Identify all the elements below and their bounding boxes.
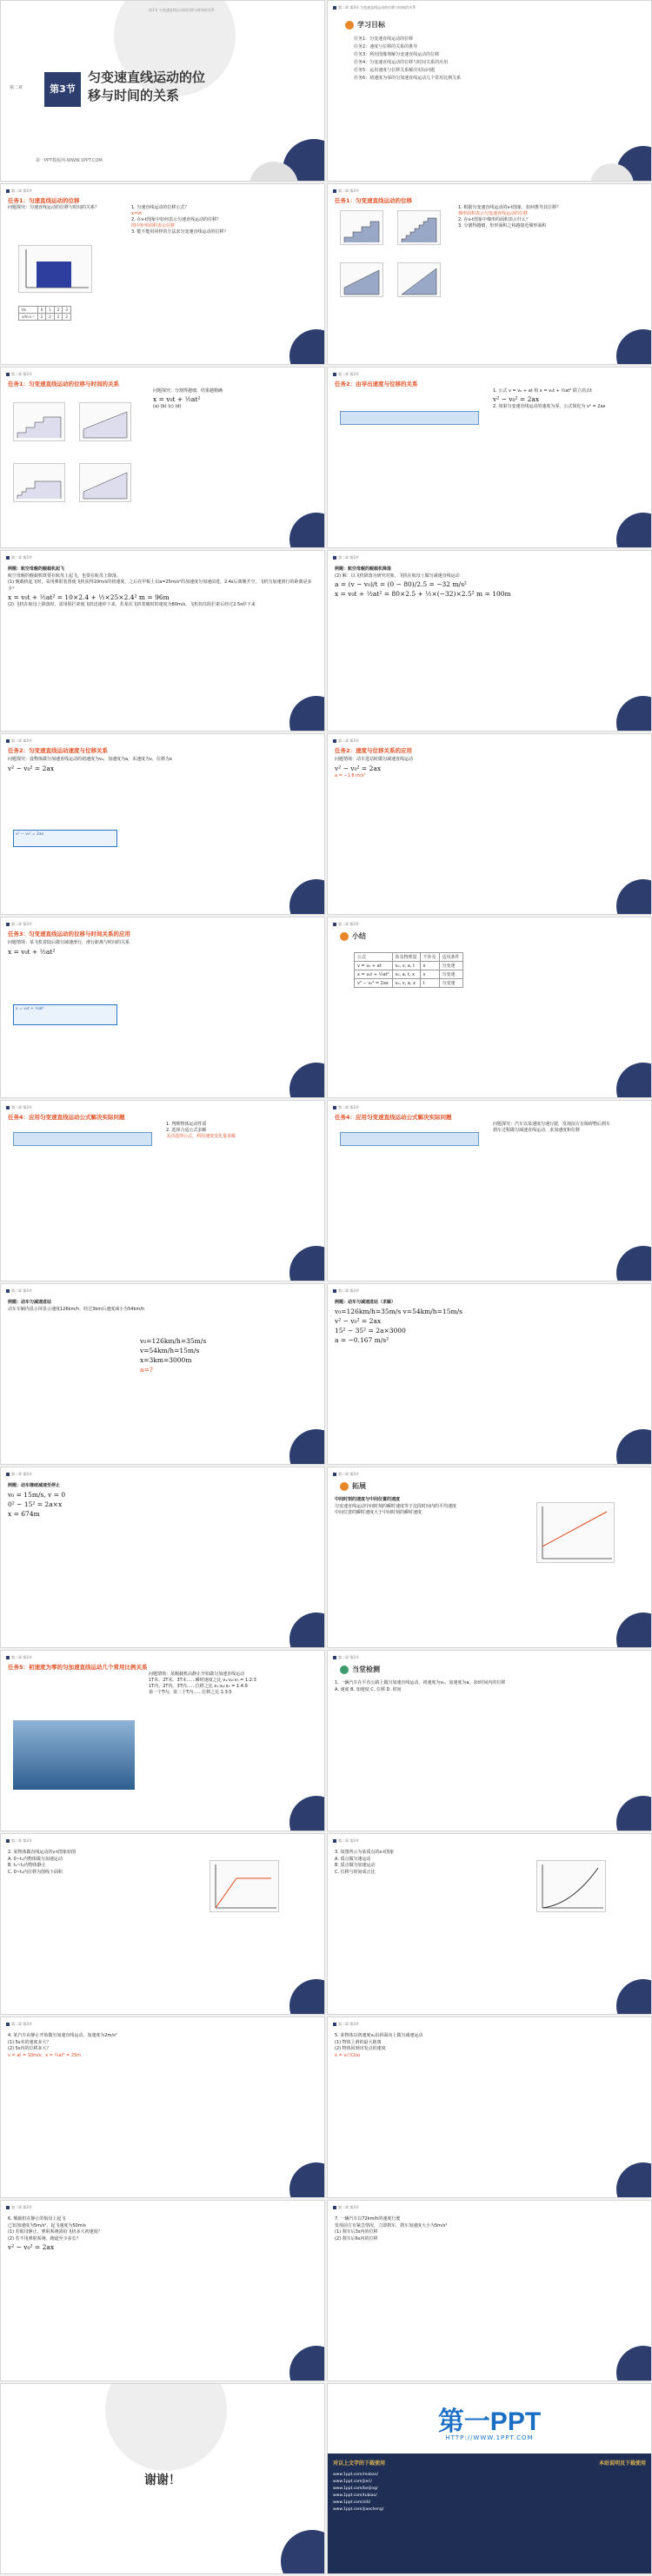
- xt-graph: [536, 1860, 606, 1912]
- slide-task4-b[interactable]: 第二章 第3节 任务4：应用匀变速直线运动公式解决实际问题 问题探究：汽车以某速度匀速行驶，发现前方有障碍物后刹车 刹车过程做匀减速直线运动，求加速度和位移: [327, 1100, 652, 1281]
- lesson-badge: 第3节: [44, 72, 81, 107]
- summary-heading: 小结: [340, 931, 366, 941]
- example-text: 例题：航空母舰的舰载机降落 (2) 解：以飞机降落为研究对象，飞机在航母上做匀减速直线运动 a = (v − v₀)/t = (0 − 80)/2.5 = −32 m/s² x = v₀t + ½at² = 80×2.5 + ½×(−32)×2.5² m = 100m: [335, 566, 511, 598]
- ad-right-title: 本站说明及下载使用: [598, 2460, 646, 2467]
- content-text: 中间时刻的速度与中间位置的速度 匀变速直线运动中间时刻的瞬时速度等于这段时间内的平均速度 中间位置的瞬时速度大于中间时刻的瞬时速度: [335, 1497, 457, 1515]
- goal-item: 任务1：匀变速直线运动的位移: [354, 36, 414, 42]
- graph-b: [79, 402, 131, 441]
- content-text: 例题：动车继续减速至停止 v₀ = 15m/s, v = 0 0² − 15² = 2a×x x = 674m: [8, 1483, 66, 1518]
- goal-item: 任务2：速度与位移的关系的推导: [354, 44, 418, 50]
- ad-panel: [328, 2453, 651, 2573]
- goal-item: 任务6：初速度为零的匀加速直线运动几个常用比例关系: [354, 76, 462, 81]
- explanation: 1. 根据匀变速直线运动的v-t图象，如何推导其位移？ 梯形面积表示匀变速直线运动的位移 2. 在v-t图象中梯形的面积表示什么？ 3. 分割得越细，矩形面积之和越接近梯形面积: [458, 205, 561, 228]
- vt-graph: [210, 1860, 279, 1912]
- slide-quiz-6[interactable]: 第二章 第3节 6. 舰载机在静止的航母上起飞 已知加速度为5m/s²，起飞速度为50m/s (1) 若航母静止，弹射系统需给飞机多大初速度？ (2) 若不用弹射系统，跑道至少多长？ v² − v₀² = 2ax: [0, 2200, 325, 2381]
- goal-item: 任务5：运用速度与位移关系解决实际问题: [354, 68, 436, 73]
- cover-credit: 第一PPT模板网-WWW.1PPT.COM: [36, 158, 103, 163]
- track-diagram: [340, 1132, 479, 1146]
- content-text: 2. 某物体做直线运动的v-t图象如图 A. 0~t₁内物体做匀加速运动 B. t₁~t₂内物体静止 C. 0~t₂内位移为图线下面积: [8, 1850, 76, 1875]
- content-text: 问题情境：某飞机着陆后做匀减速滑行，滑行距离与时间的关系 x = v₀t + ½at²: [8, 940, 130, 956]
- track-diagram: [340, 411, 479, 425]
- ad-link[interactable]: www.1ppt.com/jiaocheng/: [333, 2507, 384, 2512]
- slide-ad[interactable]: [327, 2383, 652, 2574]
- slide-title: 任务1：匀变速直线运动的位移与时间的关系: [8, 381, 120, 387]
- content-text: 1. 一辆汽车在平直公路上做匀加速直线运动，初速度为v₀，加速度为a，求t时间内的位移 A. 速度 B. 加速度 C. 位移 D. 时间: [335, 1680, 506, 1692]
- stair-graph-1: [340, 210, 383, 245]
- brand-logo: 第一PPT: [437, 2407, 542, 2436]
- trapezoid-graph: [340, 262, 383, 297]
- slide-quiz-4[interactable]: 第二章 第3节 4. 某汽车由静止开始做匀加速直线运动，加速度为2m/s² (1) 5s末的速度多大？ (2) 5s内的位移多大？ v = at = 10m/s，x = ½at² = 25m: [0, 2016, 325, 2198]
- ad-link[interactable]: www.1ppt.com/moban/: [333, 2473, 379, 2477]
- slide-title: 任务1：匀变速直线运动的位移: [335, 197, 413, 204]
- content-text: 问题情境：某舰载机由静止开始做匀加速直线运动 1T末、2T末、3T末……瞬时速度之比 v₁:v₂:v₃ = 1:2:3 1T内、2T内、3T内……位移之比 x₁:x₂:x₃ = 1:4:9 第一个T内、第二个T内……位移之比 1:3:5: [149, 1672, 256, 1695]
- cover-header: 第1节 匀变速直线运动的位移与时间的关系: [149, 8, 215, 12]
- goals-heading: 学习目标: [345, 20, 385, 30]
- carrier-photo: [13, 1720, 135, 1790]
- content-text: 3. 如图所示为某质点的x-t图象 A. 质点做匀速运动 B. 质点做匀加速运动 C. 位移与时间成正比: [335, 1850, 395, 1875]
- content-text: 问题探究：设物体做匀加速直线运动的初速度为v₀，加速度为a，末速度为v，位移为x v² − v₀² = 2ax: [8, 757, 172, 772]
- derive-text: 1. 公式 v = v₀ + at 和 x = v₀t + ½at² 联立消去t v² − v₀² = 2ax 2. 如果匀变速直线运动的速度为零，公式简化为 v² = 2ax: [493, 388, 606, 409]
- graph-a: [13, 402, 65, 441]
- slide-example-landing[interactable]: 第二章 第3节 例题：航空母舰的舰载机降落 (2) 解：以飞机降落为研究对象，飞机在航母上做匀减速直线运动 a = (v − v₀)/t = (0 − 80)/2.5 = −32 m/s² x = v₀t + ½at² = 80×2.5 + ½×(−32)×2.5² m = 100m: [327, 550, 652, 732]
- vt-graph: [18, 245, 92, 293]
- slide-title: 任务2：匀变速直线运动速度与位移关系: [8, 747, 109, 754]
- slide-title: 任务5：初速度为零的匀加速直线运动几个常用比例关系: [8, 1664, 148, 1671]
- cover-title: 匀变速直线运动的位 移与时间的关系: [88, 70, 206, 103]
- slide-summary[interactable]: 第二章 第3节 小结 公式 涉及物理量 不涉及 适用条件 v = v₀ + at v₀, v, a, t x 匀变速 x = v₀t + ½at² v₀, a, t, x v 匀变速 v² − v₀² = 2ax v₀, v, a, x t 匀变速: [327, 917, 652, 1098]
- quiz-heading: 当堂检测: [340, 1665, 380, 1674]
- given-values: v₀=126km/h=35m/s v=54km/h=15m/s x=3km=3000m a=?: [140, 1337, 207, 1374]
- content-text: 4. 某汽车由静止开始做匀加速直线运动，加速度为2m/s² (1) 5s末的速度多大？ (2) 5s内的位移多大？ v = at = 10m/s，x = ½at² = 25m: [8, 2033, 117, 2058]
- goal-item: 任务4：匀变速直线运动的位移与时间关系的应用: [354, 60, 449, 65]
- example-text: 例题：航空母舰的舰载机起飞 航空母舰的舰载机既要在航母上起飞，也要在航母上降落。 (1) 舰载机起飞时，采用弹射装置使飞机获得10m/s的初速度，之后在甲板上以a=25m/s²的加速度匀加速前进，2.4s后离舰升空，飞机匀加速滑行的距离是多少？ x = v₀t + ½at² = 10×2.4 + ½×25×2.4² m = 96m (2) 飞机在航母上降落时，需用阻拦索使飞机迅速停下来，若某次飞机着舰时的速度为80m/s，飞机钩住阻拦索后经过2.5s停下来: [8, 566, 312, 607]
- slide-quiz-3[interactable]: 第二章 第3节 3. 如图所示为某质点的x-t图象 A. 质点做匀速运动 B. 质点做匀加速运动 C. 位移与时间成正比: [327, 1833, 652, 2015]
- slide-extension[interactable]: 第二章 第3节 拓展 中间时刻的速度与中间位置的速度 匀变速直线运动中间时刻的瞬时速度等于这段时间内的平均速度 中间位置的瞬时速度大于中间时刻的瞬时速度: [327, 1467, 652, 1648]
- slide-title: 任务4：应用匀变速直线运动公式解决实际问题: [335, 1114, 452, 1121]
- slide-velocity-position[interactable]: 第二章 第3节 任务2：匀变速直线运动速度与位移关系 问题探究：设物体做匀加速直线运动的初速度为v₀，加速度为a，末速度为v，位移为x v² − v₀² = 2ax v² − v₀² = 2ax: [0, 733, 325, 915]
- goal-item: 任务3：利用图像理解匀变速直线运动的位移: [354, 52, 440, 57]
- content-text: 1. 判断物体运动性质 2. 选择合适公式求解 灵活选择公式，利用速度变化量求解: [166, 1122, 236, 1139]
- slide-quiz[interactable]: 第二章 第3节 当堂检测 1. 一辆汽车在平直公路上做匀加速直线运动，初速度为v₀，加速度为a，求t时间内的位移 A. 速度 B. 加速度 C. 位移 D. 时间: [327, 1650, 652, 1831]
- ad-link[interactable]: www.1ppt.com/ziti/: [333, 2500, 371, 2505]
- slide-velocity-application[interactable]: 第二章 第3节 任务2：速度与位移关系的应用 问题情境：动车进站时做匀减速直线运动 v² − v₀² = 2ax a = −1.8 m/s²: [327, 733, 652, 915]
- slide-task1-var[interactable]: 第二章 第3节 任务1：匀变速直线运动的位移 1. 根据匀变速直线运动的v-t图象，如何推导其位移？ 梯形面积表示匀变速直线运动的位移 2. 在v-t图象中梯形的面积表示什么？ 3. 分割得越细，矩形面积之和越接近梯形面积: [327, 183, 652, 365]
- question-list: 1. 匀速直线运动的位移公式？ x=vt 2. 在v-t图象中如何表示匀速直线运动的位移？ 图中矩形面积表示位移 3. 能不能用同样的方法求匀变速直线运动的位移？: [131, 205, 229, 235]
- slide-task1-uniform[interactable]: 第二章 第3节 任务1：匀速直线运动的位移 问题探究：匀速直线运动的位移与时间的关系？ t/s 0 1 2 3 v/m·s⁻¹ 2 2 2 2 1. 匀速直线运动的位移公式？ x=vt 2. 在v-t图象中如何表示匀速直线运动的位移？ 图中矩形面积表示位移 3. 能不能用同样的方法求匀变速直线运动的位移？: [0, 183, 325, 365]
- slide-quiz-2[interactable]: 第二章 第3节 2. 某物体做直线运动的v-t图象如图 A. 0~t₁内物体做匀加速运动 B. t₁~t₂内物体静止 C. 0~t₂内位移为图线下面积: [0, 1833, 325, 2015]
- slide-goals[interactable]: [327, 0, 652, 182]
- content-text: 6. 舰载机在静止的航母上起飞 已知加速度为5m/s²，起飞速度为50m/s (1) 若航母静止，弹射系统需给飞机多大初速度？ (2) 若不用弹射系统，跑道至少多长？ v² − v₀² = 2ax: [8, 2216, 103, 2251]
- brand-url[interactable]: HTTP://WWW.1PPT.COM: [445, 2434, 534, 2441]
- slide-train-example[interactable]: 第二章 第3节 例题：动车匀减速进站 动车车厢内显示屏显示速度126km/h，经过3km后速度减小为54km/h v₀=126km/h=35m/s v=54km/h=15m/s x=3km=3000m a=?: [0, 1283, 325, 1465]
- content-text: 问题情境：动车进站时做匀减速直线运动 v² − v₀² = 2ax a = −1.8 m/s²: [335, 757, 414, 778]
- ad-left-title: 对以上文字的下载使用: [333, 2460, 386, 2467]
- data-table: t/s 0 1 2 3 v/m·s⁻¹ 2 2 2 2: [18, 306, 71, 321]
- ad-link[interactable]: www.1ppt.com/beijing/: [333, 2487, 378, 2491]
- slide-title: 任务3：匀变速直线运动的位移与时间关系的应用: [8, 930, 131, 937]
- chapter-tag: 第二章: [10, 85, 23, 90]
- slide-title: 任务2：由导出速度与位移的关系: [335, 381, 418, 387]
- content-text: 7. 一辆汽车以72km/h的速度行驶 发现前方有紧急情况，立即刹车，刹车加速度大小为5m/s² (1) 刹车后3s内的位移 (2) 刹车后6s内的位移: [335, 2216, 448, 2242]
- slide-cover[interactable]: [0, 0, 325, 182]
- slide-task5[interactable]: 第二章 第3节 任务5：初速度为零的匀加速直线运动几个常用比例关系 问题情境：某舰载机由静止开始做匀加速直线运动 1T末、2T末、3T末……瞬时速度之比 v₁:v₂:v₃ = 1:2:3 1T内、2T内、3T内……位移之比 x₁:x₂:x₃ = 1:4:9 第一个T内、第二个T内……位移之比 1:3:5: [0, 1650, 325, 1831]
- slide-quiz-5[interactable]: 第二章 第3节 5. 某物体以初速度v₀沿斜面向上做匀减速运动 (1) 物体上滑的最大距离 (2) 物体回到出发点的速度 x = v₀²/(2a): [327, 2016, 652, 2198]
- vt-graph: [536, 1502, 615, 1563]
- formula-box: v² − v₀² = 2ax: [13, 830, 117, 847]
- graph-d: [79, 463, 131, 502]
- content-text: 5. 某物体以初速度v₀沿斜面向上做匀减速运动 (1) 物体上滑的最大距离 (2) 物体回到出发点的速度 x = v₀²/(2a): [335, 2033, 423, 2058]
- summary-table: 公式 涉及物理量 不涉及 适用条件 v = v₀ + at v₀, v, a, t x 匀变速 x = v₀t + ½at² v₀, a, t, x v 匀变速 v² − v₀² = 2ax v₀, v, a, x t 匀变速: [354, 952, 463, 988]
- content-text: 例题：动车匀减速进站 动车车厢内显示屏显示速度126km/h，经过3km后速度减小为54km/h: [8, 1300, 145, 1312]
- slide-title: 任务1：匀速直线运动的位移: [8, 197, 80, 204]
- goals-list: [354, 36, 461, 83]
- extension-heading: 拓展: [340, 1481, 366, 1491]
- slide-title: 任务4：应用匀变速直线运动公式解决实际问题: [8, 1114, 125, 1121]
- content-text: 例题：动车匀减速进站（求解） v₀=126km/h=35m/s v=54km/h=15m/s v² − v₀² = 2ax 15² − 35² = 2a×3000 a = −0.167 m/s²: [335, 1300, 462, 1344]
- slide-topbar: 第二章 第3节 匀变速直线运动的位移与时间的关系: [333, 5, 646, 12]
- content-text: 问题探究：汽车以某速度匀速行驶，发现前方有障碍物后刹车 刹车过程做匀减速直线运动，求加速度和位移: [493, 1122, 611, 1133]
- graph-c: [13, 463, 65, 502]
- track-diagram: [13, 1132, 152, 1146]
- formula-box: x = v₀t + ½at²: [13, 1004, 117, 1025]
- thanks-text: 谢谢！: [144, 2473, 181, 2487]
- triangle-graph: [397, 262, 441, 297]
- slide-task4-a[interactable]: 第二章 第3节 任务4：应用匀变速直线运动公式解决实际问题 1. 判断物体运动性质 2. 选择合适公式求解 灵活选择公式，利用速度变化量求解: [0, 1100, 325, 1281]
- slide-task2-derive[interactable]: 第二章 第3节 任务2：由导出速度与位移的关系 1. 公式 v = v₀ + at 和 x = v₀t + ½at² 联立消去t v² − v₀² = 2ax 2. 如果匀变速直线运动的速度为零，公式简化为 v² = 2ax: [327, 367, 652, 548]
- question-text: 问题探究：匀速直线运动的位移与时间的关系？: [8, 205, 100, 210]
- slide-task1-derive[interactable]: 第二章 第3节 任务1：匀变速直线运动的位移与时间的关系 问题探究：分割得越细，结果越精确 x = v₀t + ½at² (a) (b) (c) (d): [0, 367, 325, 548]
- slide-example-takeoff[interactable]: 第二章 第3节 例题：航空母舰的舰载机起飞 航空母舰的舰载机既要在航母上起飞，也要在航母上降落。 (1) 舰载机起飞时，采用弹射装置使飞机获得10m/s的初速度，之后在甲板上以a=25m/s²的加速度匀加速前进，2.4s后离舰升空，飞机匀加速滑行的距离是多少？ x = v₀t + ½at² = 10×2.4 + ½×25×2.4² m = 96m (2) 飞机在航母上降落时，需用阻拦索使飞机迅速停下来，若某次飞机着舰时的速度为80m/s，飞机钩住阻拦索后经过2.5s停下来: [0, 550, 325, 732]
- slide-title: 任务2：速度与位移关系的应用: [335, 747, 413, 754]
- slide-task3-application[interactable]: 第二章 第3节 任务3：匀变速直线运动的位移与时间关系的应用 问题情境：某飞机着陆后做匀减速滑行，滑行距离与时间的关系 x = v₀t + ½at² x = v₀t + ½at²: [0, 917, 325, 1098]
- derive-text: 问题探究：分割得越细，结果越精确 x = v₀t + ½at² (a) (b) (c) (d): [153, 388, 223, 409]
- slide-train-stop[interactable]: 第二章 第3节 例题：动车继续减速至停止 v₀ = 15m/s, v = 0 0² − 15² = 2a×x x = 674m: [0, 1467, 325, 1648]
- slide-quiz-7[interactable]: 第二章 第3节 7. 一辆汽车以72km/h的速度行驶 发现前方有紧急情况，立即刹车，刹车加速度大小为5m/s² (1) 刹车后3s内的位移 (2) 刹车后6s内的位移: [327, 2200, 652, 2381]
- ad-link[interactable]: www.1ppt.com/tubiao/: [333, 2493, 377, 2498]
- ad-link[interactable]: www.1ppt.com/jieri/: [333, 2480, 372, 2484]
- slide-thanks[interactable]: [0, 2383, 325, 2574]
- slide-train-solution[interactable]: 第二章 第3节 例题：动车匀减速进站（求解） v₀=126km/h=35m/s v=54km/h=15m/s v² − v₀² = 2ax 15² − 35² = 2a×3000 a = −0.167 m/s²: [327, 1283, 652, 1465]
- stair-graph-2: [397, 210, 441, 245]
